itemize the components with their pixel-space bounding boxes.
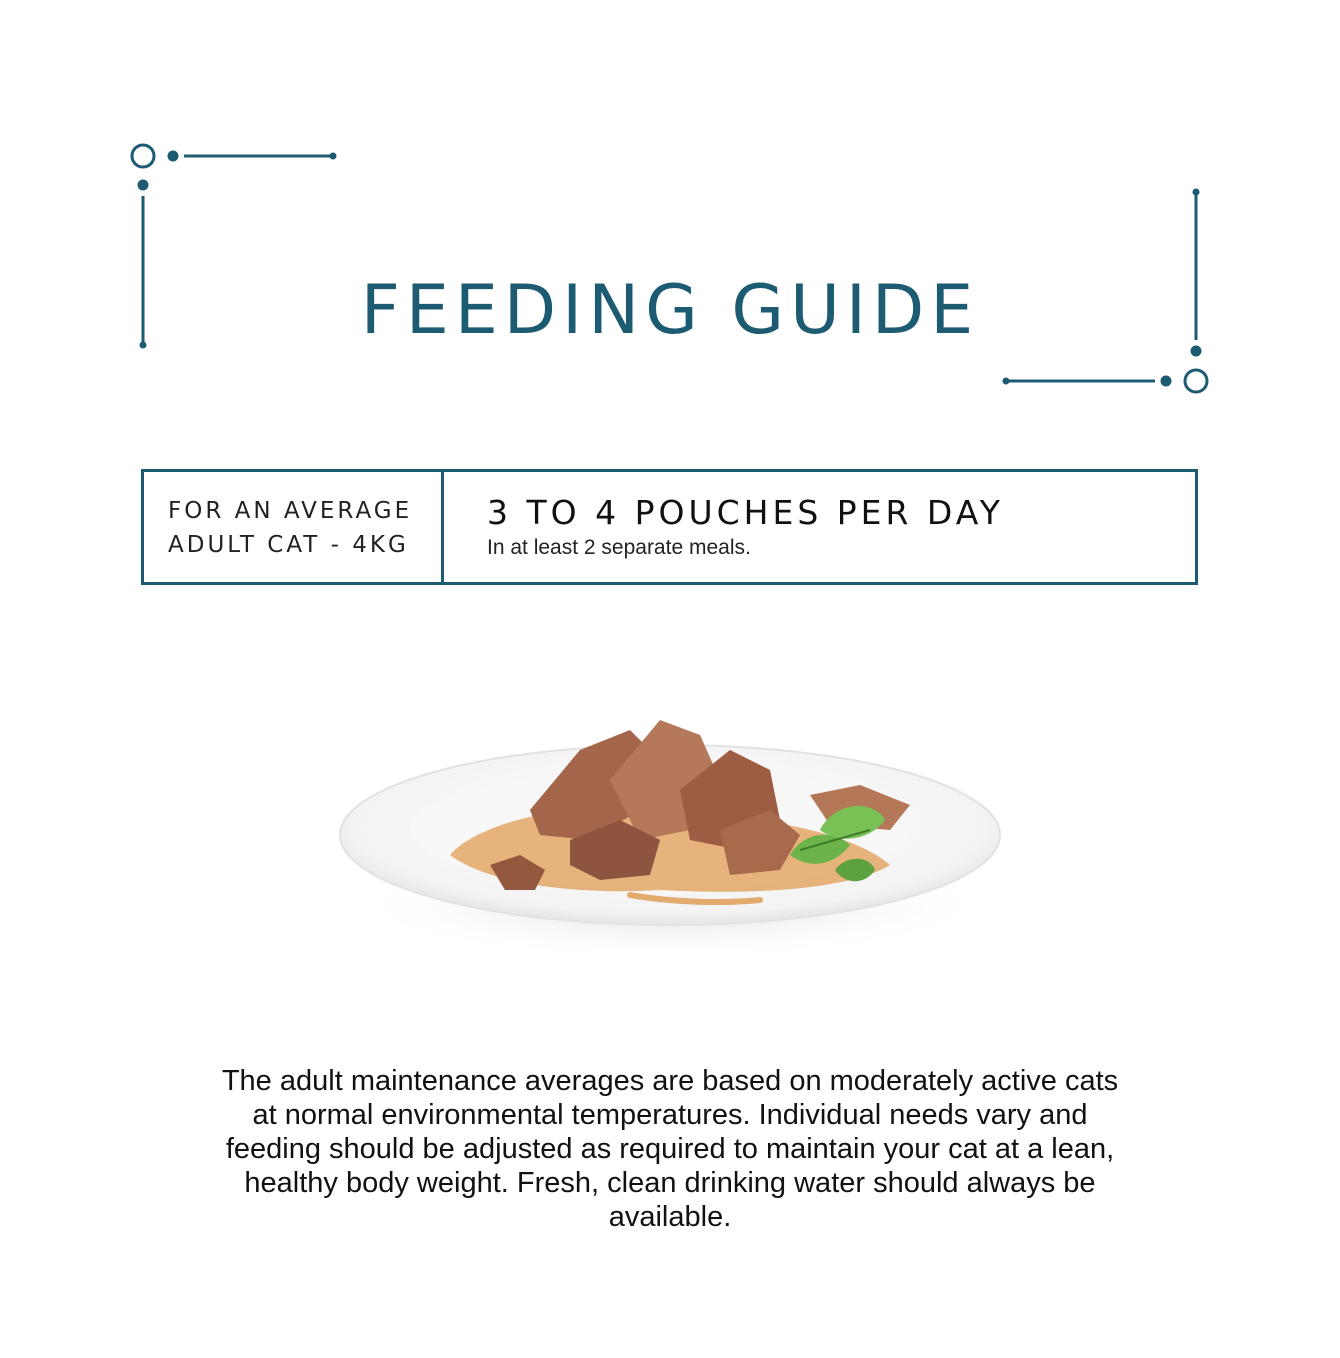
- cat-profile-line-1: FOR AN AVERAGE: [168, 498, 413, 524]
- feeding-disclaimer: The adult maintenance averages are based on moderately active cats at normal environmental temperatures. Individual needs vary and feeding should be adjusted as required to maintain your cat at a lean, healthy body weight. Fresh, clean drinking water should always be available.: [221, 1065, 1119, 1233]
- daily-amount: 3 TO 4 POUCHES PER DAY: [487, 493, 1004, 532]
- cat-profile-cell: [144, 472, 444, 582]
- page-title: FEEDING GUIDE: [360, 270, 980, 350]
- feeding-guide-box: [141, 469, 1198, 585]
- food-plate-image: [330, 690, 1020, 990]
- feeding-amount-cell: [444, 472, 1004, 582]
- meal-note: In at least 2 separate meals.: [487, 536, 751, 559]
- cat-profile-line-2: ADULT CAT - 4KG: [168, 532, 409, 558]
